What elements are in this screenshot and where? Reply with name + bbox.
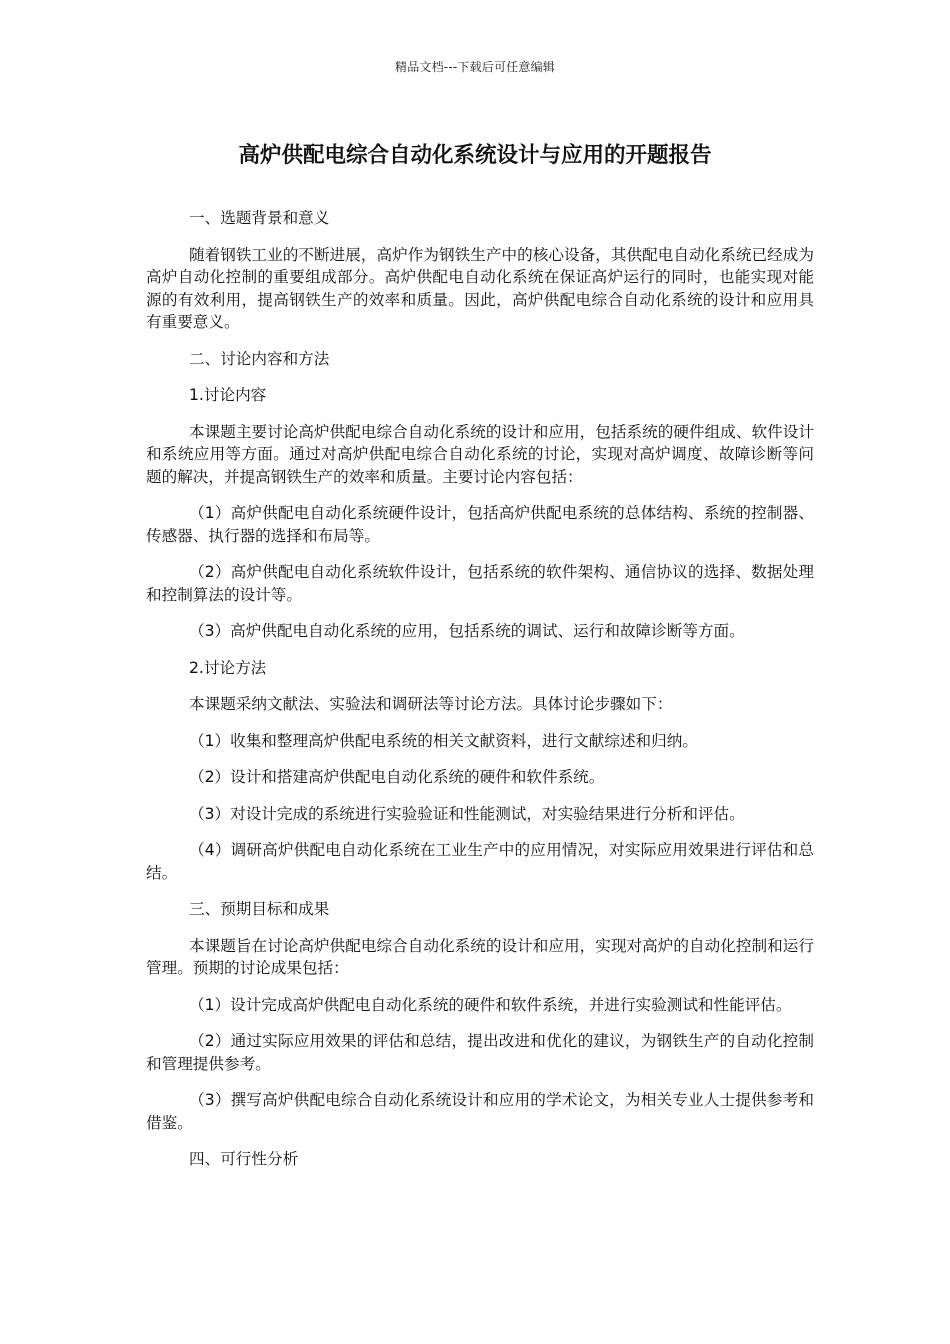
document-title: 高炉供配电综合自动化系统设计与应用的开题报告 — [238, 143, 712, 168]
list-item-content-2: （2）高炉供配电自动化系统软件设计，包括系统的软件架构、通信协议的选择、数据处理和控制算法的设计等。 — [146, 563, 814, 604]
document-body — [146, 207, 814, 1185]
list-item-goals-2: （2）通过实际应用效果的评估和总结，提出改进和优化的建议，为钢铁生产的自动化控制和管理提供参考。 — [146, 1032, 814, 1073]
list-item-method-2: （2）设计和搭建高炉供配电自动化系统的硬件和软件系统。 — [189, 768, 605, 786]
list-item-goals-3: （3）撰写高炉供配电综合自动化系统设计和应用的学术论文，为相关专业人士提供参考和借鉴。 — [146, 1091, 814, 1132]
paragraph-background: 随着钢铁工业的不断进展，高炉作为钢铁生产中的核心设备，其供配电自动化系统已经成为高炉自动化控制的重要组成部分。高炉供配电自动化系统在保证高炉运行的同时，也能实现对能源的有效利用，提高钢铁生产的效率和质量。因此，高炉供配电综合自动化系统的设计和应用具有重要意义。 — [146, 245, 814, 331]
paragraph-method-intro: 本课题采纳文献法、实验法和调研法等讨论方法。具体讨论步骤如下： — [189, 695, 673, 713]
list-item-goals-1: （1）设计完成高炉供配电自动化系统的硬件和软件系统，并进行实验测试和性能评估。 — [189, 995, 792, 1014]
subheading-content: 1.讨论内容 — [189, 386, 267, 404]
list-item-method-3: （3）对设计完成的系统进行实验验证和性能测试，对实验结果进行分析和评估。 — [189, 804, 745, 823]
list-item-content-3: （3）高炉供配电自动化系统的应用，包括系统的调试、运行和故障诊断等方面。 — [189, 622, 745, 640]
list-item-method-1: （1）收集和整理高炉供配电系统的相关文献资料，进行文献综述和归纳。 — [189, 731, 698, 750]
section-heading-goals: 三、预期目标和成果 — [189, 900, 330, 918]
section-heading-content-method: 二、讨论内容和方法 — [189, 349, 330, 368]
section-heading-background: 一、选题背景和意义 — [189, 209, 330, 227]
section-heading-feasibility: 四、可行性分析 — [189, 1150, 299, 1168]
paragraph-goals-intro: 本课题旨在讨论高炉供配电综合自动化系统的设计和应用，实现对高炉的自动化控制和运行管理。预期的讨论成果包括： — [146, 936, 814, 977]
list-item-method-4: （4）调研高炉供配电自动化系统在工业生产中的应用情况，对实际应用效果进行评估和总结。 — [146, 841, 814, 882]
subheading-method: 2.讨论方法 — [189, 658, 267, 677]
header-note: 精品文档---下载后可任意编辑 — [395, 60, 555, 74]
list-item-content-1: （1）高炉供配电自动化系统硬件设计，包括高炉供配电系统的总体结构、系统的控制器、传感器、执行器的选择和布局等。 — [146, 504, 814, 545]
paragraph-content-intro: 本课题主要讨论高炉供配电综合自动化系统的设计和应用，包括系统的硬件组成、软件设计和系统应用等方面。通过对高炉供配电综合自动化系统的讨论，实现对高炉调度、故障诊断等问题的解决，并提高钢铁生产的效率和质量。主要讨论内容包括： — [146, 422, 814, 486]
